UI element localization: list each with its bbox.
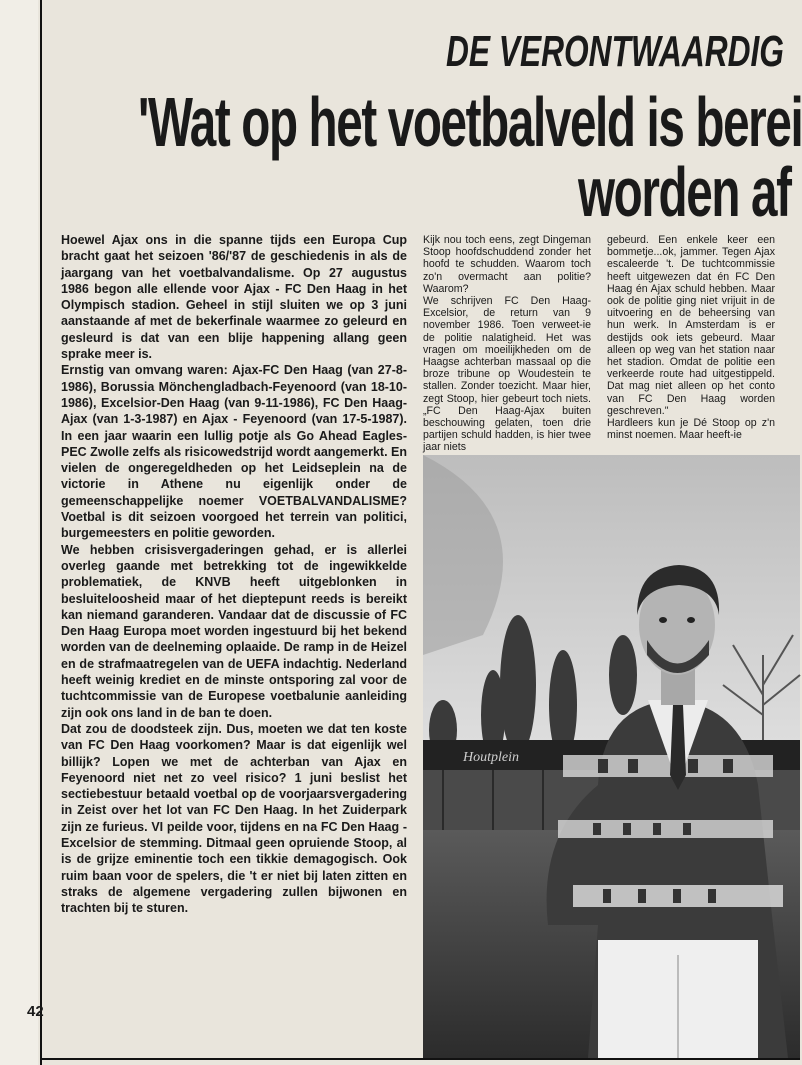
page-number: 42 [27,1003,44,1020]
article-column-1 [61,232,407,1022]
player-photo-illustration [423,455,800,1058]
paragraph: We schrijven FC Den Haag-Excelsior, de return van 9 november 1986. Toen verweet-ie de politie nalatigheid. Het was vragen om moeilijkheden om de Haagse achterban massaal op die broze tribune op Woudestein te stallen. Zonder toezicht. Maar hier, zegt Stoop, hier gebeurt toch niets. „FC Den Haag-Ajax buiten beschouwing gelaten, toen drie partijen schuld hadden, is hier twee jaar niets [423,295,591,454]
page-edge [0,0,38,1065]
stand-sign: Houtplein [463,750,519,765]
article-column-3 [607,234,775,452]
paragraph: Hoewel Ajax ons in die spanne tijds een Europa Cup bracht gaat het seizoen '86/'87 de geschiedenis in als de jaargang van het voetbalvandalisme. Op 27 augustus 1986 begon alle ellende voor Ajax - FC Den Haag in het Olympisch stadion. Geheel in stijl sluiten we op 3 juni aanstaande af met de bekerfinale waarmee zo geleurd en gesleurd is dat van een blije happening allang geen sprake meer is. [61,233,407,362]
paragraph: gebeurd. Een enkele keer een bommetje...ok, jammer. Tegen Ajax escaleerde 't. De tuchtcommissie heeft uitgewezen dat én FC Den Haag én Ajax schuld hebben. Maar ook de politie ging niet vrijuit in de uitvoering en de beheersing van hun werk. In Amsterdam is er destijds ook iets gebeurd. Maar alleen op weg van het station naar het stadion. Omdat de politie een verkeerde route had uitgestippeld. Dat mag niet alleen op het conto van FC Den Haag worden geschreven." [607,234,775,417]
paragraph: Kijk nou toch eens, zegt Dingeman Stoop hoofdschuddend zonder het hoofd te schudden. Waarom toch zo'n overmacht aan politie? Waarom? [423,234,591,295]
player-photo [423,455,800,1058]
paragraph: We hebben crisisvergaderingen gehad, er is allerlei overleg gaande met betrekking tot de ingewikkelde problematiek, de KNVB heeft uitgeblonken in besluiteloosheid maar of het dieptepunt reeds is bereikt kan niemand garanderen. Vandaar dat de discussie of FC Den Haag Europa moet worden ingestuurd bij het bekend worden van de deelneming oplaaide. De ramp in de Heizel en de strafmaatregelen van de UEFA indachtig. Nederland heeft weinig krediet en de minste ontsporing zal voor de tuchtcommissie van de Europese voetbalunie aanleiding zijn ook ons land in de ban te doen. [61,542,407,720]
headline-line-1: 'Wat op het voetbalveld is berei [138,83,802,161]
margin-rule [40,0,42,1065]
kicker-heading: DE VERONTWAARDIG [446,27,784,76]
paragraph: Hardleers kun je Dé Stoop op z'n minst noemen. Maar heeft-ie [607,417,775,442]
paragraph: Ernstig van omvang waren: Ajax-FC Den Haag (van 27-8-1986), Borussia Mönchengladbach-Feyenoord (van 18-10-1986), Excelsior-Den Haag (van 9-11-1986), FC Den Haag-Ajax (van 1-3-1987) en Ajax - Feyenoord (van 17-5-1987). In een jaar waarin een lullig potje als Go Ahead Eagles-PEC Zwolle zelfs als risicowedstrijd wordt aangemerkt. En vielen de ongeregeldheden op het Leidseplein na de victorie in Athene nu eigenlijk onder de gemeenschappelijke noemer VOETBALVANDALISME? Voetbal is dit seizoen voorgoed het terrein van politici, burgemeesters en politie geworden. [61,363,407,541]
bottom-rule [40,1058,800,1060]
paragraph: Dat zou de doodsteek zijn. Dus, moeten we dat ten koste van FC Den Haag voorkomen? Maar is dat eigenlijk wel billijk? Lopen we met de achterban van Ajax en Feyenoord niet net zo veel risico? 1 juni beslist het sectiebestuur betaald voetbal op de voorjaarsvergadering in Zeist over het lot van FC Den Haag. In het Zuiderpark zijn ze furieus. VI peilde voor, tijdens en na FC Den Haag - Excelsior de stemming. Ditmaal geen opruiende Stoop, al is de grijze eminentie toch een tikkie demagogisch. Ook ruim baan voor de spelers, die 't er niet bij laten zitten en straks de algemene vergadering zullen bijwonen en trachten bij te sturen. [61,721,407,916]
article-column-2 [423,234,591,452]
headline-line-2: worden af [578,153,791,231]
